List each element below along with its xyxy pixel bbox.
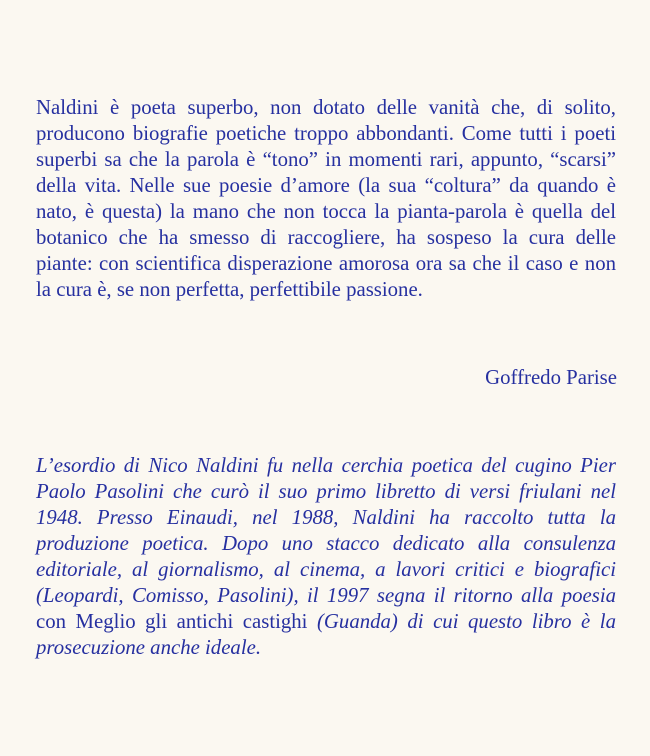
author-biography — [36, 453, 616, 661]
bio-text-part1: L’esordio di Nico Naldini fu nella cerchia poetica del cugino Pier Paolo Pasolini che curò il suo primo libretto di versi friulani nel 1948. Presso Einaudi, nel 1988, Naldini ha raccolto tutta la produzione poetica. Dopo uno stacco dedicato alla consulenza editoriale, al giornalismo, al cinema, a lavori critici e biografici (Leopardi, Comisso, Pasolini), il 1997 segna il ritorno alla poesia — [36, 454, 616, 607]
bio-paragraph — [36, 453, 616, 661]
bio-book-title: con Meglio gli antichi castighi — [36, 610, 317, 633]
critic-quote — [36, 95, 616, 303]
quote-text: Naldini è poeta superbo, non dotato delle vanità che, di solito, producono biografie poetiche troppo abbondanti. Come tutti i poeti superbi sa che la parola è “tono” in momenti rari, appunto, “scarsi” della vita. Nelle sue poesie d’amore (la sua “coltura” da quando è nato, è questa) la mano che non tocca la pianta-parola è quella del botanico che ha smesso di raccogliere, ha sospeso la cura delle piante: con scientifica disperazione amorosa ora sa che il caso e non la cura è, se non perfetta, perfettibile passione. — [36, 96, 616, 301]
bio-text-part3: (Guanda) di cui questo libro è la prosecuzione anche ideale. — [36, 610, 616, 659]
quote-author: Goffredo Parise — [485, 366, 617, 389]
